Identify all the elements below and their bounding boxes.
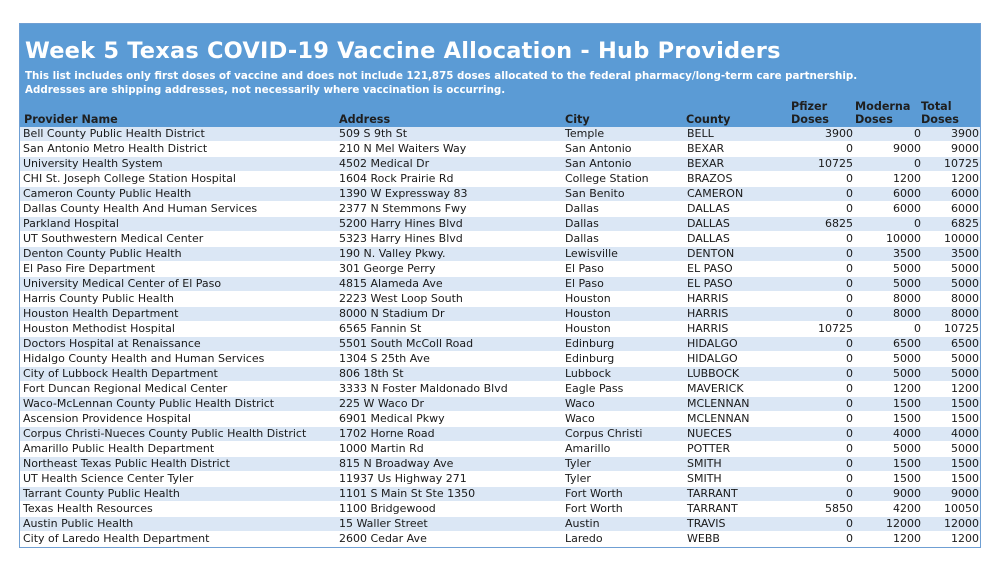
county-cell: DALLAS — [684, 232, 782, 247]
pfizer-doses-cell: 0 — [782, 202, 856, 217]
total-doses-cell: 8000 — [924, 307, 981, 322]
total-doses-cell: 5000 — [924, 277, 981, 292]
moderna-doses-cell: 9000 — [856, 142, 924, 157]
moderna-doses-cell: 1200 — [856, 532, 924, 547]
provider-name-cell: City of Laredo Health Department — [20, 532, 336, 547]
total-doses-cell: 5000 — [924, 352, 981, 367]
provider-name-cell: Tarrant County Public Health — [20, 487, 336, 502]
provider-name-cell: Hidalgo County Health and Human Services — [20, 352, 336, 367]
city-cell: Houston — [562, 292, 684, 307]
total-doses-cell: 1200 — [924, 382, 981, 397]
table-row — [20, 262, 981, 277]
address-cell: 1390 W Expressway 83 — [336, 187, 562, 202]
pfizer-doses-cell: 0 — [782, 172, 856, 187]
total-doses-cell: 9000 — [924, 487, 981, 502]
provider-name-cell: Doctors Hospital at Renaissance — [20, 337, 336, 352]
address-cell: 3333 N Foster Maldonado Blvd — [336, 382, 562, 397]
total-doses-cell: 6000 — [924, 202, 981, 217]
address-cell: 6901 Medical Pkwy — [336, 412, 562, 427]
provider-name-cell: Ascension Providence Hospital — [20, 412, 336, 427]
pfizer-doses-cell: 0 — [782, 307, 856, 322]
table-row — [20, 277, 981, 292]
total-doses-cell: 10725 — [924, 157, 981, 172]
city-cell: San Benito — [562, 187, 684, 202]
address-cell: 2377 N Stemmons Fwy — [336, 202, 562, 217]
county-cell: HIDALGO — [684, 337, 782, 352]
provider-name-cell: Dallas County Health And Human Services — [20, 202, 336, 217]
pfizer-doses-cell: 0 — [782, 412, 856, 427]
col-provider-name: Provider Name — [24, 113, 118, 126]
county-cell: MCLENNAN — [684, 397, 782, 412]
city-cell: Corpus Christi — [562, 427, 684, 442]
pfizer-doses-cell: 0 — [782, 337, 856, 352]
address-cell: 1604 Rock Prairie Rd — [336, 172, 562, 187]
table-row — [20, 487, 981, 502]
city-cell: Fort Worth — [562, 502, 684, 517]
county-cell: BRAZOS — [684, 172, 782, 187]
table-row — [20, 322, 981, 337]
pfizer-doses-cell: 0 — [782, 532, 856, 547]
moderna-doses-cell: 6000 — [856, 187, 924, 202]
address-cell: 2600 Cedar Ave — [336, 532, 562, 547]
pfizer-doses-cell: 0 — [782, 517, 856, 532]
provider-name-cell: Houston Methodist Hospital — [20, 322, 336, 337]
table-row — [20, 367, 981, 382]
county-cell: EL PASO — [684, 277, 782, 292]
moderna-doses-cell: 5000 — [856, 277, 924, 292]
city-cell: Edinburg — [562, 337, 684, 352]
table-row — [20, 502, 981, 517]
pfizer-doses-cell: 0 — [782, 427, 856, 442]
city-cell: Lubbock — [562, 367, 684, 382]
county-cell: TRAVIS — [684, 517, 782, 532]
moderna-doses-cell: 6500 — [856, 337, 924, 352]
total-doses-cell: 10050 — [924, 502, 981, 517]
table-row — [20, 337, 981, 352]
total-doses-cell: 1200 — [924, 532, 981, 547]
city-cell: Waco — [562, 397, 684, 412]
pfizer-doses-cell: 0 — [782, 262, 856, 277]
provider-name-cell: Amarillo Public Health Department — [20, 442, 336, 457]
address-cell: 806 18th St — [336, 367, 562, 382]
address-cell: 190 N. Valley Pkwy. — [336, 247, 562, 262]
address-cell: 2223 West Loop South — [336, 292, 562, 307]
city-cell: Eagle Pass — [562, 382, 684, 397]
moderna-doses-cell: 9000 — [856, 487, 924, 502]
address-cell: 1304 S 25th Ave — [336, 352, 562, 367]
total-doses-cell: 5000 — [924, 367, 981, 382]
address-cell: 11937 Us Highway 271 — [336, 472, 562, 487]
county-cell: SMITH — [684, 472, 782, 487]
table-row — [20, 142, 981, 157]
address-cell: 225 W Waco Dr — [336, 397, 562, 412]
county-cell: POTTER — [684, 442, 782, 457]
city-cell: Lewisville — [562, 247, 684, 262]
col-city: City — [565, 113, 590, 126]
city-cell: Austin — [562, 517, 684, 532]
provider-name-cell: Corpus Christi-Nueces County Public Health District — [20, 427, 336, 442]
city-cell: Fort Worth — [562, 487, 684, 502]
table-row — [20, 397, 981, 412]
total-doses-cell: 3900 — [924, 127, 981, 142]
moderna-doses-cell: 1200 — [856, 382, 924, 397]
table-row — [20, 232, 981, 247]
moderna-doses-cell: 6000 — [856, 202, 924, 217]
county-cell: DALLAS — [684, 217, 782, 232]
city-cell: Dallas — [562, 202, 684, 217]
table-row — [20, 127, 981, 142]
total-doses-cell: 10000 — [924, 232, 981, 247]
total-doses-cell: 12000 — [924, 517, 981, 532]
table-row — [20, 202, 981, 217]
address-cell: 5323 Harry Hines Blvd — [336, 232, 562, 247]
provider-name-cell: CHI St. Joseph College Station Hospital — [20, 172, 336, 187]
provider-name-cell: Austin Public Health — [20, 517, 336, 532]
col-county: County — [686, 113, 731, 126]
pfizer-doses-cell: 0 — [782, 397, 856, 412]
city-cell: Tyler — [562, 472, 684, 487]
county-cell: BEXAR — [684, 142, 782, 157]
address-cell: 6565 Fannin St — [336, 322, 562, 337]
county-cell: DENTON — [684, 247, 782, 262]
pfizer-doses-cell: 0 — [782, 457, 856, 472]
pfizer-doses-cell: 10725 — [782, 322, 856, 337]
provider-name-cell: Houston Health Department — [20, 307, 336, 322]
col-pfizer-line2: Doses — [791, 113, 829, 126]
address-cell: 210 N Mel Waiters Way — [336, 142, 562, 157]
column-header-row — [20, 100, 980, 127]
table-row — [20, 427, 981, 442]
moderna-doses-cell: 0 — [856, 217, 924, 232]
table-row — [20, 247, 981, 262]
moderna-doses-cell: 5000 — [856, 442, 924, 457]
table-row — [20, 382, 981, 397]
total-doses-cell: 1500 — [924, 457, 981, 472]
moderna-doses-cell: 5000 — [856, 262, 924, 277]
total-doses-cell: 1500 — [924, 397, 981, 412]
table-header-band — [20, 24, 980, 100]
table-row — [20, 172, 981, 187]
county-cell: TARRANT — [684, 502, 782, 517]
provider-name-cell: Fort Duncan Regional Medical Center — [20, 382, 336, 397]
city-cell: Dallas — [562, 232, 684, 247]
moderna-doses-cell: 10000 — [856, 232, 924, 247]
moderna-doses-cell: 0 — [856, 127, 924, 142]
moderna-doses-cell: 8000 — [856, 292, 924, 307]
city-cell: San Antonio — [562, 157, 684, 172]
table-row — [20, 307, 981, 322]
address-cell: 815 N Broadway Ave — [336, 457, 562, 472]
col-total-line2: Doses — [921, 113, 959, 126]
address-cell: 1000 Martin Rd — [336, 442, 562, 457]
pfizer-doses-cell: 0 — [782, 277, 856, 292]
pfizer-doses-cell: 3900 — [782, 127, 856, 142]
total-doses-cell: 9000 — [924, 142, 981, 157]
moderna-doses-cell: 1200 — [856, 172, 924, 187]
city-cell: El Paso — [562, 277, 684, 292]
address-cell: 509 S 9th St — [336, 127, 562, 142]
subtitle-line-1: This list includes only first doses of vaccine and does not include 121,875 doses allocated to the federal pharmacy/long-term care partnership. — [25, 70, 858, 82]
pfizer-doses-cell: 0 — [782, 442, 856, 457]
pfizer-doses-cell: 0 — [782, 382, 856, 397]
table-row — [20, 187, 981, 202]
moderna-doses-cell: 0 — [856, 322, 924, 337]
moderna-doses-cell: 3500 — [856, 247, 924, 262]
county-cell: LUBBOCK — [684, 367, 782, 382]
county-cell: HARRIS — [684, 292, 782, 307]
total-doses-cell: 4000 — [924, 427, 981, 442]
provider-name-cell: Cameron County Public Health — [20, 187, 336, 202]
provider-name-cell: Waco-McLennan County Public Health District — [20, 397, 336, 412]
total-doses-cell: 10725 — [924, 322, 981, 337]
county-cell: HARRIS — [684, 307, 782, 322]
county-cell: SMITH — [684, 457, 782, 472]
moderna-doses-cell: 1500 — [856, 472, 924, 487]
allocation-table — [20, 127, 981, 547]
city-cell: Dallas — [562, 217, 684, 232]
pfizer-doses-cell: 0 — [782, 352, 856, 367]
col-moderna-line1: Moderna — [855, 100, 911, 113]
moderna-doses-cell: 1500 — [856, 397, 924, 412]
table-row — [20, 292, 981, 307]
address-cell: 4815 Alameda Ave — [336, 277, 562, 292]
pfizer-doses-cell: 0 — [782, 472, 856, 487]
table-row — [20, 532, 981, 547]
city-cell: Edinburg — [562, 352, 684, 367]
moderna-doses-cell: 12000 — [856, 517, 924, 532]
provider-name-cell: Bell County Public Health District — [20, 127, 336, 142]
address-cell: 301 George Perry — [336, 262, 562, 277]
provider-name-cell: University Health System — [20, 157, 336, 172]
page-title: Week 5 Texas COVID-19 Vaccine Allocation - Hub Providers — [25, 38, 781, 64]
total-doses-cell: 1500 — [924, 472, 981, 487]
total-doses-cell: 6000 — [924, 187, 981, 202]
total-doses-cell: 5000 — [924, 442, 981, 457]
address-cell: 4502 Medical Dr — [336, 157, 562, 172]
county-cell: BELL — [684, 127, 782, 142]
county-cell: BEXAR — [684, 157, 782, 172]
city-cell: Amarillo — [562, 442, 684, 457]
provider-name-cell: University Medical Center of El Paso — [20, 277, 336, 292]
moderna-doses-cell: 5000 — [856, 352, 924, 367]
table-row — [20, 352, 981, 367]
pfizer-doses-cell: 0 — [782, 487, 856, 502]
city-cell: Houston — [562, 322, 684, 337]
col-address: Address — [339, 113, 391, 126]
pfizer-doses-cell: 0 — [782, 142, 856, 157]
moderna-doses-cell: 4000 — [856, 427, 924, 442]
col-pfizer-line1: Pfizer — [791, 100, 828, 113]
total-doses-cell: 3500 — [924, 247, 981, 262]
subtitle-line-2: Addresses are shipping addresses, not necessarily where vaccination is occurring. — [25, 84, 506, 96]
moderna-doses-cell: 1500 — [856, 412, 924, 427]
total-doses-cell: 6500 — [924, 337, 981, 352]
city-cell: San Antonio — [562, 142, 684, 157]
table-row — [20, 442, 981, 457]
city-cell: Waco — [562, 412, 684, 427]
city-cell: Laredo — [562, 532, 684, 547]
county-cell: TARRANT — [684, 487, 782, 502]
pfizer-doses-cell: 0 — [782, 187, 856, 202]
provider-name-cell: San Antonio Metro Health District — [20, 142, 336, 157]
city-cell: El Paso — [562, 262, 684, 277]
pfizer-doses-cell: 0 — [782, 247, 856, 262]
provider-name-cell: Texas Health Resources — [20, 502, 336, 517]
county-cell: EL PASO — [684, 262, 782, 277]
table-row — [20, 157, 981, 172]
provider-name-cell: UT Health Science Center Tyler — [20, 472, 336, 487]
allocation-table-frame — [19, 23, 981, 548]
county-cell: MCLENNAN — [684, 412, 782, 427]
moderna-doses-cell: 0 — [856, 157, 924, 172]
county-cell: HARRIS — [684, 322, 782, 337]
county-cell: NUECES — [684, 427, 782, 442]
provider-name-cell: Harris County Public Health — [20, 292, 336, 307]
provider-name-cell: El Paso Fire Department — [20, 262, 336, 277]
address-cell: 15 Waller Street — [336, 517, 562, 532]
pfizer-doses-cell: 10725 — [782, 157, 856, 172]
provider-name-cell: UT Southwestern Medical Center — [20, 232, 336, 247]
allocation-table-body — [20, 127, 981, 547]
provider-name-cell: Northeast Texas Public Health District — [20, 457, 336, 472]
county-cell: WEBB — [684, 532, 782, 547]
table-row — [20, 217, 981, 232]
pfizer-doses-cell: 0 — [782, 292, 856, 307]
address-cell: 1101 S Main St Ste 1350 — [336, 487, 562, 502]
total-doses-cell: 6825 — [924, 217, 981, 232]
table-row — [20, 412, 981, 427]
address-cell: 1100 Bridgewood — [336, 502, 562, 517]
county-cell: CAMERON — [684, 187, 782, 202]
total-doses-cell: 1500 — [924, 412, 981, 427]
pfizer-doses-cell: 0 — [782, 367, 856, 382]
total-doses-cell: 8000 — [924, 292, 981, 307]
col-total-line1: Total — [921, 100, 952, 113]
county-cell: HIDALGO — [684, 352, 782, 367]
city-cell: Tyler — [562, 457, 684, 472]
table-row — [20, 517, 981, 532]
city-cell: Houston — [562, 307, 684, 322]
address-cell: 5501 South McColl Road — [336, 337, 562, 352]
pfizer-doses-cell: 5850 — [782, 502, 856, 517]
moderna-doses-cell: 8000 — [856, 307, 924, 322]
county-cell: DALLAS — [684, 202, 782, 217]
total-doses-cell: 5000 — [924, 262, 981, 277]
address-cell: 5200 Harry Hines Blvd — [336, 217, 562, 232]
pfizer-doses-cell: 0 — [782, 232, 856, 247]
table-row — [20, 472, 981, 487]
county-cell: MAVERICK — [684, 382, 782, 397]
moderna-doses-cell: 1500 — [856, 457, 924, 472]
pfizer-doses-cell: 6825 — [782, 217, 856, 232]
moderna-doses-cell: 4200 — [856, 502, 924, 517]
city-cell: College Station — [562, 172, 684, 187]
col-moderna-line2: Doses — [855, 113, 893, 126]
total-doses-cell: 1200 — [924, 172, 981, 187]
provider-name-cell: City of Lubbock Health Department — [20, 367, 336, 382]
moderna-doses-cell: 5000 — [856, 367, 924, 382]
address-cell: 1702 Horne Road — [336, 427, 562, 442]
city-cell: Temple — [562, 127, 684, 142]
table-row — [20, 457, 981, 472]
address-cell: 8000 N Stadium Dr — [336, 307, 562, 322]
provider-name-cell: Parkland Hospital — [20, 217, 336, 232]
provider-name-cell: Denton County Public Health — [20, 247, 336, 262]
